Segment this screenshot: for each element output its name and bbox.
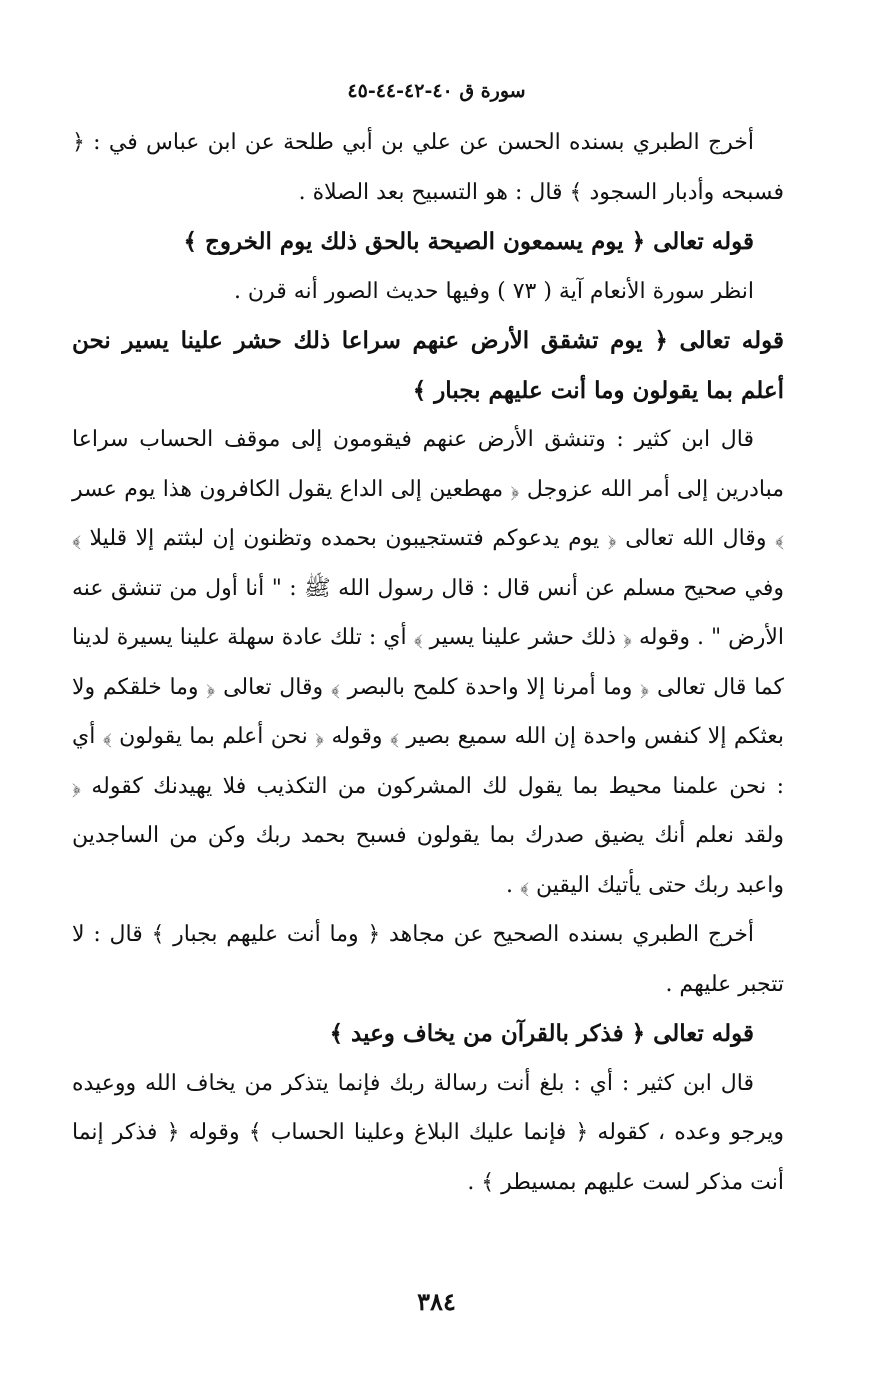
paragraph-tabari-abbas: أخرج الطبري بسنده الحسن عن علي بن أبي طلحة عن ابن عباس في : ﴿ فسبحه وأدبار السجود ﴾ قال : هو التسبيح بعد الصلاة .	[72, 130, 784, 205]
page-body	[72, 118, 784, 1207]
running-header: سورة ق ٤٠-٤٢-٤٤-٤٥	[347, 80, 526, 102]
paragraph-anam-reference: انظر سورة الأنعام آية ( ٧٣ ) وفيها حديث الصور أنه قرن .	[233, 278, 754, 304]
page-number: ٣٨٤	[417, 1287, 456, 1316]
paragraph-ibn-kathir-1: قال ابن كثير : وتنشق الأرض عنهم فيقومون إلى موقف الحساب سراعا مبادرين إلى أمر الله عزوجل ﴿ مهطعين إلى الداع يقول الكافرون هذا يوم عسر ﴾ وقال الله تعالى ﴿ يوم يدعوكم فتستجيبون بحمده وتظنون إن لبثتم إلا قليلا ﴾ وفي صحيح مسلم عن أنس قال : قال رسول الله ﷺ : " أنا أول من تنشق عنه الأرض " . وقوله ﴿ ذلك حشر علينا يسير ﴾ أي : تلك عادة سهلة علينا يسيرة لدينا كما قال تعالى ﴿ وما أمرنا إلا واحدة كلمح بالبصر ﴾ وقال تعالى ﴿ وما خلقكم ولا بعثكم إلا كنفس واحدة إن الله سميع بصير ﴾ وقوله ﴿ نحن أعلم بما يقولون ﴾ أي : نحن علمنا محيط بما يقول لك المشركون من التكذيب فلا يهيدنك كقوله ﴿ ولقد نعلم أنك يضيق صدرك بما يقولون فسبح بحمد ربك وكن من الساجدين واعبد ربك حتى يأتيك اليقين ﴾ .	[72, 427, 784, 898]
heading-verse-44-45: قوله تعالى ﴿ يوم تشقق الأرض عنهم سراعا ذلك حشر علينا يسير نحن أعلم بما يقولون وما أنت عليهم بجبار ﴾	[72, 327, 784, 404]
heading-verse-45b: قوله تعالى ﴿ فذكر بالقرآن من يخاف وعيد ﴾	[329, 1020, 754, 1047]
paragraph-ibn-kathir-2: قال ابن كثير : أي : بلغ أنت رسالة ربك فإنما يتذكر من يخاف الله ووعيده ويرجو وعده ، كقوله ﴿ فإنما عليك البلاغ وعلينا الحساب ﴾ وقوله ﴿ فذكر إنما أنت مذكر لست عليهم بمسيطر ﴾ .	[72, 1070, 784, 1195]
heading-verse-42: قوله تعالى ﴿ يوم يسمعون الصيحة بالحق ذلك يوم الخروج ﴾	[183, 228, 754, 255]
paragraph-tabari-mujahid: أخرج الطبري بسنده الصحيح عن مجاهد ﴿ وما أنت عليهم بجبار ﴾ قال : لا تتجبر عليهم .	[72, 922, 784, 997]
